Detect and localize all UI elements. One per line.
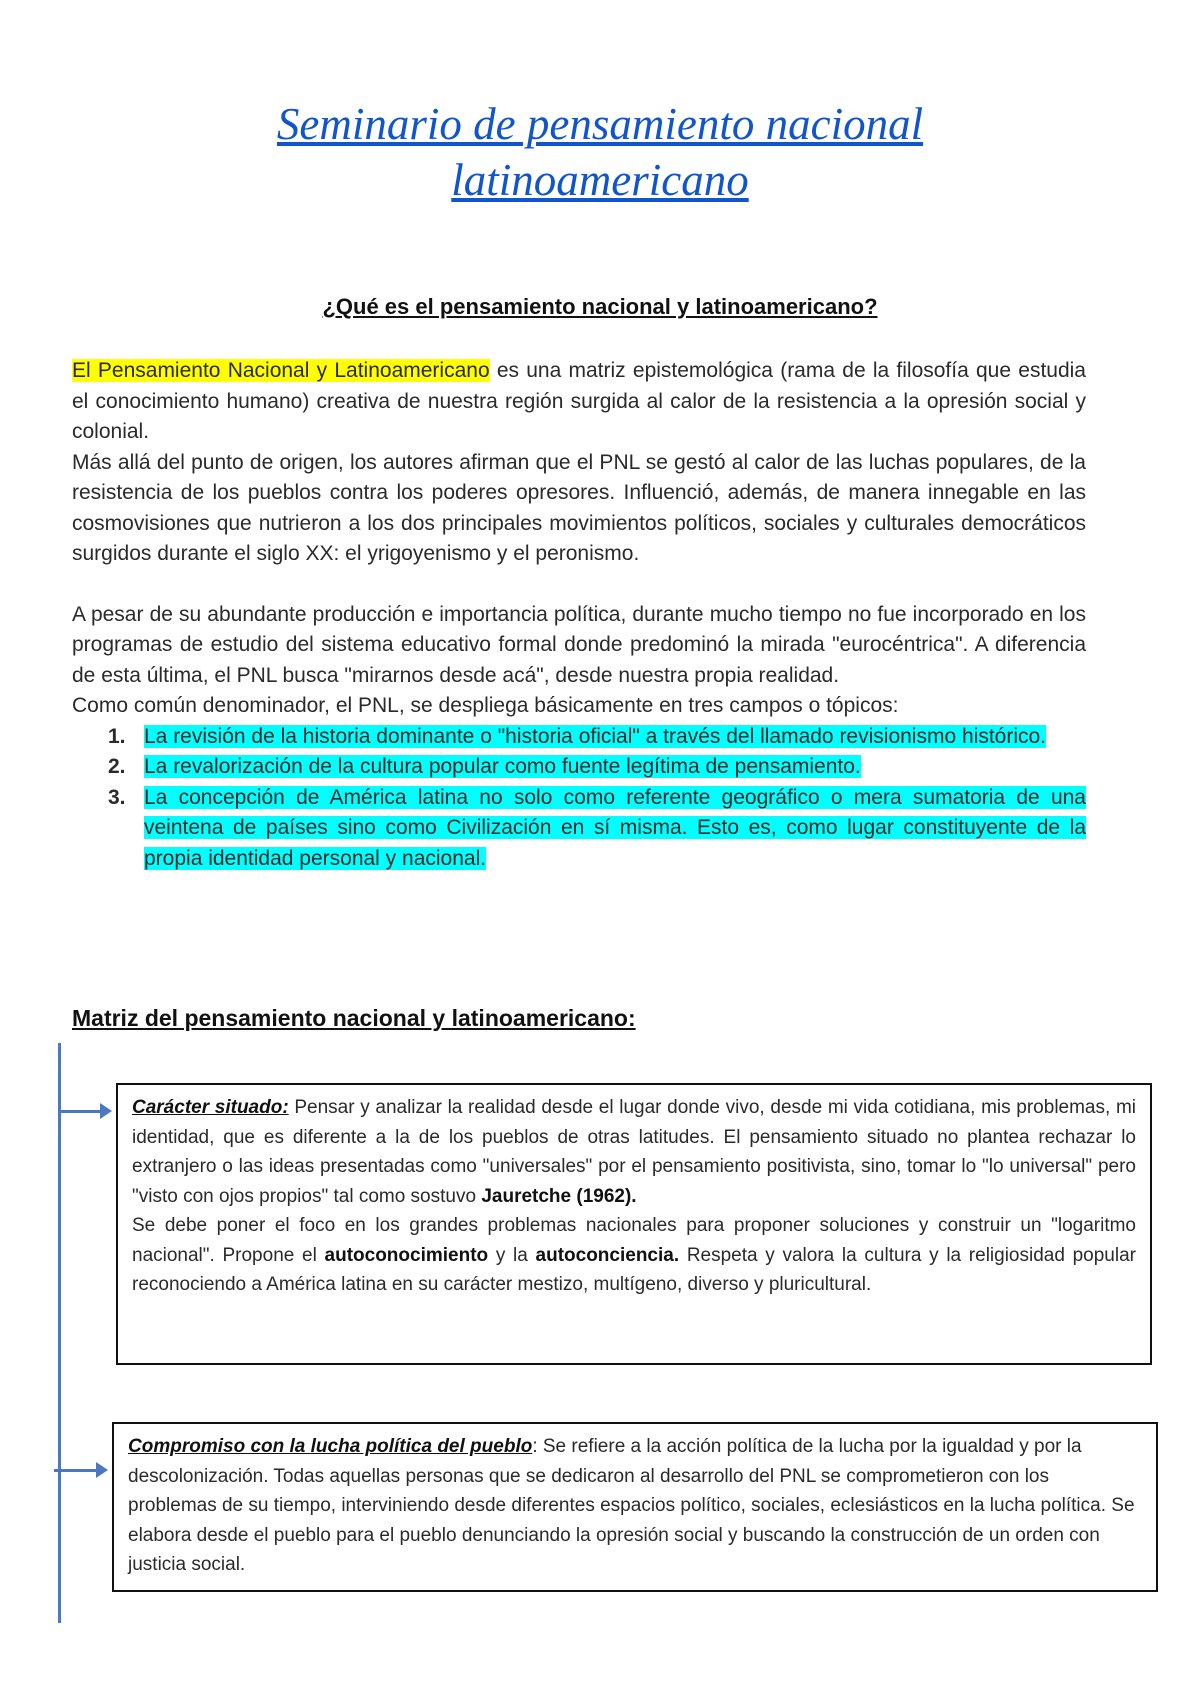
highlighted-term: El Pensamiento Nacional y Latinoamericano xyxy=(72,359,490,382)
topics-list xyxy=(72,722,1086,875)
title-line-2: latinoamericano xyxy=(451,155,749,205)
intro-paragraph-4: Como común denominador, el PNL, se despliega básicamente en tres campos o tópicos: xyxy=(72,694,899,717)
timeline-line xyxy=(58,1043,61,1623)
arrow-right-icon xyxy=(58,1110,106,1113)
list-item: 2. La revalorización de la cultura popular como fuente legítima de pensamiento. xyxy=(108,755,861,778)
page-title xyxy=(0,96,1200,208)
title-line-1: Seminario de pensamiento nacional xyxy=(276,99,924,149)
intro-paragraph-3: A pesar de su abundante producción e importancia política, durante mucho tiempo no fue incorporado en los programas de estudio del sistema educativo formal donde predominó la mirada "eurocéntrica". A diferencia de esta última, el PNL busca "mirarnos desde acá", desde nuestra propia realidad. xyxy=(72,602,1086,687)
matrix-heading: Matriz del pensamiento nacional y latinoamericano: xyxy=(72,1005,636,1031)
intro-paragraph-2: Más allá del punto de origen, los autores afirman que el PNL se gestó al calor de las luchas populares, de la resistencia de los pueblos contra los poderes opresores. Influenció, además, de manera innegable en las cosmovisiones que nutrieron a los dos principales movimientos políticos, sociales y culturales democráticos surgidos durante el siglo XX: el yrigoyenismo y el peronismo. xyxy=(72,450,1086,565)
arrow-right-icon xyxy=(54,1469,102,1472)
intro-paragraph-1: El Pensamiento Nacional y Latinoamericano es una matriz epistemológica (rama de la filosofía que estudia el conocimiento humano) creativa de nuestra región surgida al calor de la resistencia a la opresión social y colonial. xyxy=(72,359,1086,443)
question-heading: ¿Qué es el pensamiento nacional y latinoamericano? xyxy=(322,294,878,319)
matrix-box-political: Compromiso con la lucha política del pueblo: Se refiere a la acción política de la lucha por la igualdad y por la descolonización. Todas aquellas personas que se dedicaron al desarrollo del PNL se comprometieron con los problemas de su tiempo, interviniendo desde diferentes espacios político, sociales, eclesiásticos en la lucha política. Se elabora desde el pueblo para el pueblo denunciando la opresión social y buscando la construcción de un orden con justicia social. xyxy=(112,1422,1158,1592)
box-term: Compromiso con la lucha política del pueblo xyxy=(128,1436,533,1457)
matrix-box-situated: Carácter situado: Pensar y analizar la realidad desde el lugar donde vivo, desde mi vida cotidiana, mis problemas, mi identidad, que es diferente a la de los pueblos de otras latitudes. El pensamiento situado no plantea rechazar lo extranjero o las ideas presentadas como "universales" por el pensamiento positivista, sino, tomar lo "lo universal" pero "visto con ojos propios" tal como sostuvo Jauretche (1962). Se debe poner el foco en los grandes problemas nacionales para proponer soluciones y construir un "logaritmo nacional". Propone el autoconocimiento y la autoconciencia. Respeta y valora la cultura y la religiosidad popular reconociendo a América latina en su carácter mestizo, multígeno, diverso y pluricultural. xyxy=(116,1083,1152,1365)
list-item: 1. La revisión de la historia dominante o "historia oficial" a través del llamado revisionismo histórico. xyxy=(108,724,1047,748)
list-item: 3. La concepción de América latina no solo como referente geográfico o mera sumatoria de una veintena de países sino como Civilización en sí misma. Esto es, como lugar constituyente de la propia identidad personal y nacional. xyxy=(108,785,1086,870)
intro-section xyxy=(72,356,1086,874)
author-citation: Jauretche (1962). xyxy=(481,1185,637,1207)
box-term: Carácter situado: xyxy=(132,1097,289,1118)
